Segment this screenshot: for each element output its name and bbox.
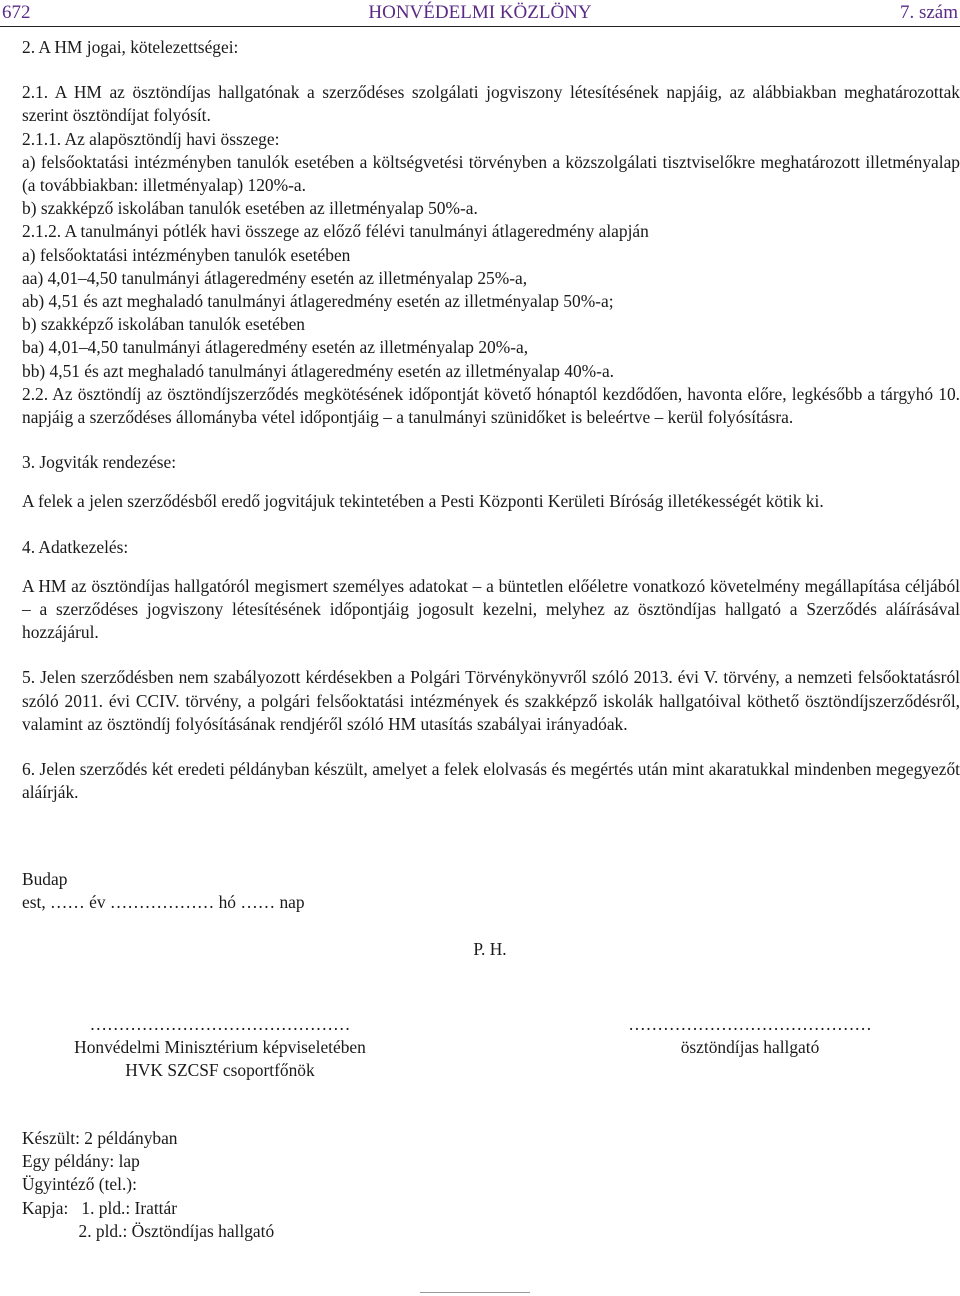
copy-pages: Egy példány: lap [22, 1151, 140, 1172]
signatory-role: Honvédelmi Minisztérium képviseletében [74, 1037, 366, 1057]
place-city: Budap [22, 869, 68, 889]
section-3-title: 3. Jogviták rendezése: [22, 452, 177, 473]
page-header [0, 0, 960, 27]
section-4-title: 4. Adatkezelés: [22, 536, 129, 557]
issue-number: 7. szám [899, 2, 958, 23]
signature-block-student [575, 1013, 925, 1059]
section-2-1-2-a: a) felsőoktatási intézményben tanulók esetében [22, 244, 351, 265]
recipient-2: 2. pld.: Ösztöndíjas hallgató [22, 1220, 275, 1241]
document-body [22, 36, 960, 804]
section-4-text: A HM az ösztöndíjas hallgatóról megismert személyes adatokat – a büntetlen előéletre vonatkozó követelmény megállapítása céljából – a szerződéses jogviszony létesítésének időpontjáig jogosult kezelni, melyhez az ösztöndíjas hallgató a Szerződés aláírásával hozzájárul. [22, 575, 960, 643]
bottom-rule [420, 1292, 530, 1293]
section-2-1: 2.1. A HM az ösztöndíjas hallgatónak a szerződéses szolgálati jogviszony létesítésének napjáig, az alábbiakban meghatározottak szerint ösztöndíjat folyósít. [22, 82, 960, 126]
stamp-placeholder: P. H. [473, 939, 507, 959]
recipient-1: Kapja: 1. pld.: Irattár [22, 1197, 178, 1218]
section-3-text: A felek a jelen szerződésből eredő jogvitájuk tekintetében a Pesti Központi Kerületi Bíróság illetékességét kötik ki. [22, 491, 824, 512]
section-2-2: 2.2. Az ösztöndíj az ösztöndíjszerződés megkötésének időpontját követő hónaptól kezdődően, havonta előre, legkésőbb a tárgyhó 10. napjáig a szerződéses állományba vétel időpontjáig – a tanulmányi szünidőket is beleértve – kerül folyósításra. [22, 383, 960, 428]
section-2-1-2-ab: ab) 4,51 és azt meghaladó tanulmányi átlageredmény esetén az illetményalap 50%-a; [22, 291, 614, 312]
place-and-date [22, 868, 305, 914]
section-6-text: 6. Jelen szerződés két eredeti példányban készült, amelyet a felek elolvasás és megértés után mint akaratukkal mindenben megegyezőt aláírják. [22, 759, 960, 803]
section-2-1-2-bb: bb) 4,51 és azt meghaladó tanulmányi átlageredmény esetén az illetményalap 40%-a. [22, 360, 615, 381]
date-line: est, …… év ……………… hó …… nap [22, 892, 305, 912]
signature-block-ministry [40, 1013, 400, 1082]
signatory-role: ösztöndíjas hallgató [680, 1037, 820, 1057]
section-2-title: 2. A HM jogai, kötelezettségei: [22, 37, 239, 57]
section-2-1-2: 2.1.2. A tanulmányi pótlék havi összege az előző félévi tanulmányi átlageredmény alapján [22, 221, 649, 242]
clerk: Ügyintéző (tel.): [22, 1174, 137, 1195]
section-2-1-1: 2.1.1. Az alapösztöndíj havi összege: [22, 128, 280, 149]
signatory-title: HVK SZCSF csoportfőnök [125, 1060, 315, 1080]
journal-title: HONVÉDELMI KÖZLÖNY [368, 2, 592, 23]
signature-line: …………………………………… [628, 1014, 872, 1034]
copies-made: Készült: 2 példányban [22, 1128, 178, 1148]
page-number: 672 [2, 2, 31, 23]
section-2-1-2-b: b) szakképző iskolában tanulók esetében [22, 314, 305, 335]
section-2-1-2-aa: aa) 4,01–4,50 tanulmányi átlageredmény esetén az illetményalap 25%-a, [22, 267, 528, 288]
signature-line: ……………………………………… [89, 1014, 351, 1034]
section-5-text: 5. Jelen szerződésben nem szabályozott kérdésekben a Polgári Törvénykönyvről szóló 2013. évi V. törvény, a nemzeti felsőoktatásról szóló 2011. évi CCIV. törvény, a polgári felsőoktatási intézmények és szakképző iskolák hallgatóival köthető ösztöndíjszerződésről, valamint az ösztöndíj folyósításának rendjéről szóló HM utasítás szabályai irányadóak. [22, 667, 960, 734]
section-2-1-1-b: b) szakképző iskolában tanulók esetében az illetményalap 50%-a. [22, 198, 478, 219]
section-2-1-2-ba: ba) 4,01–4,50 tanulmányi átlageredmény esetén az illetményalap 20%-a, [22, 337, 529, 358]
document-footer [22, 1127, 274, 1243]
section-2-1-1-a: a) felsőoktatási intézményben tanulók esetében a költségvetési törvényben a közszolgálati tisztviselőkre meghatározott illetményalap (a továbbiakban: illetményalap) 120%-a. [22, 151, 960, 196]
